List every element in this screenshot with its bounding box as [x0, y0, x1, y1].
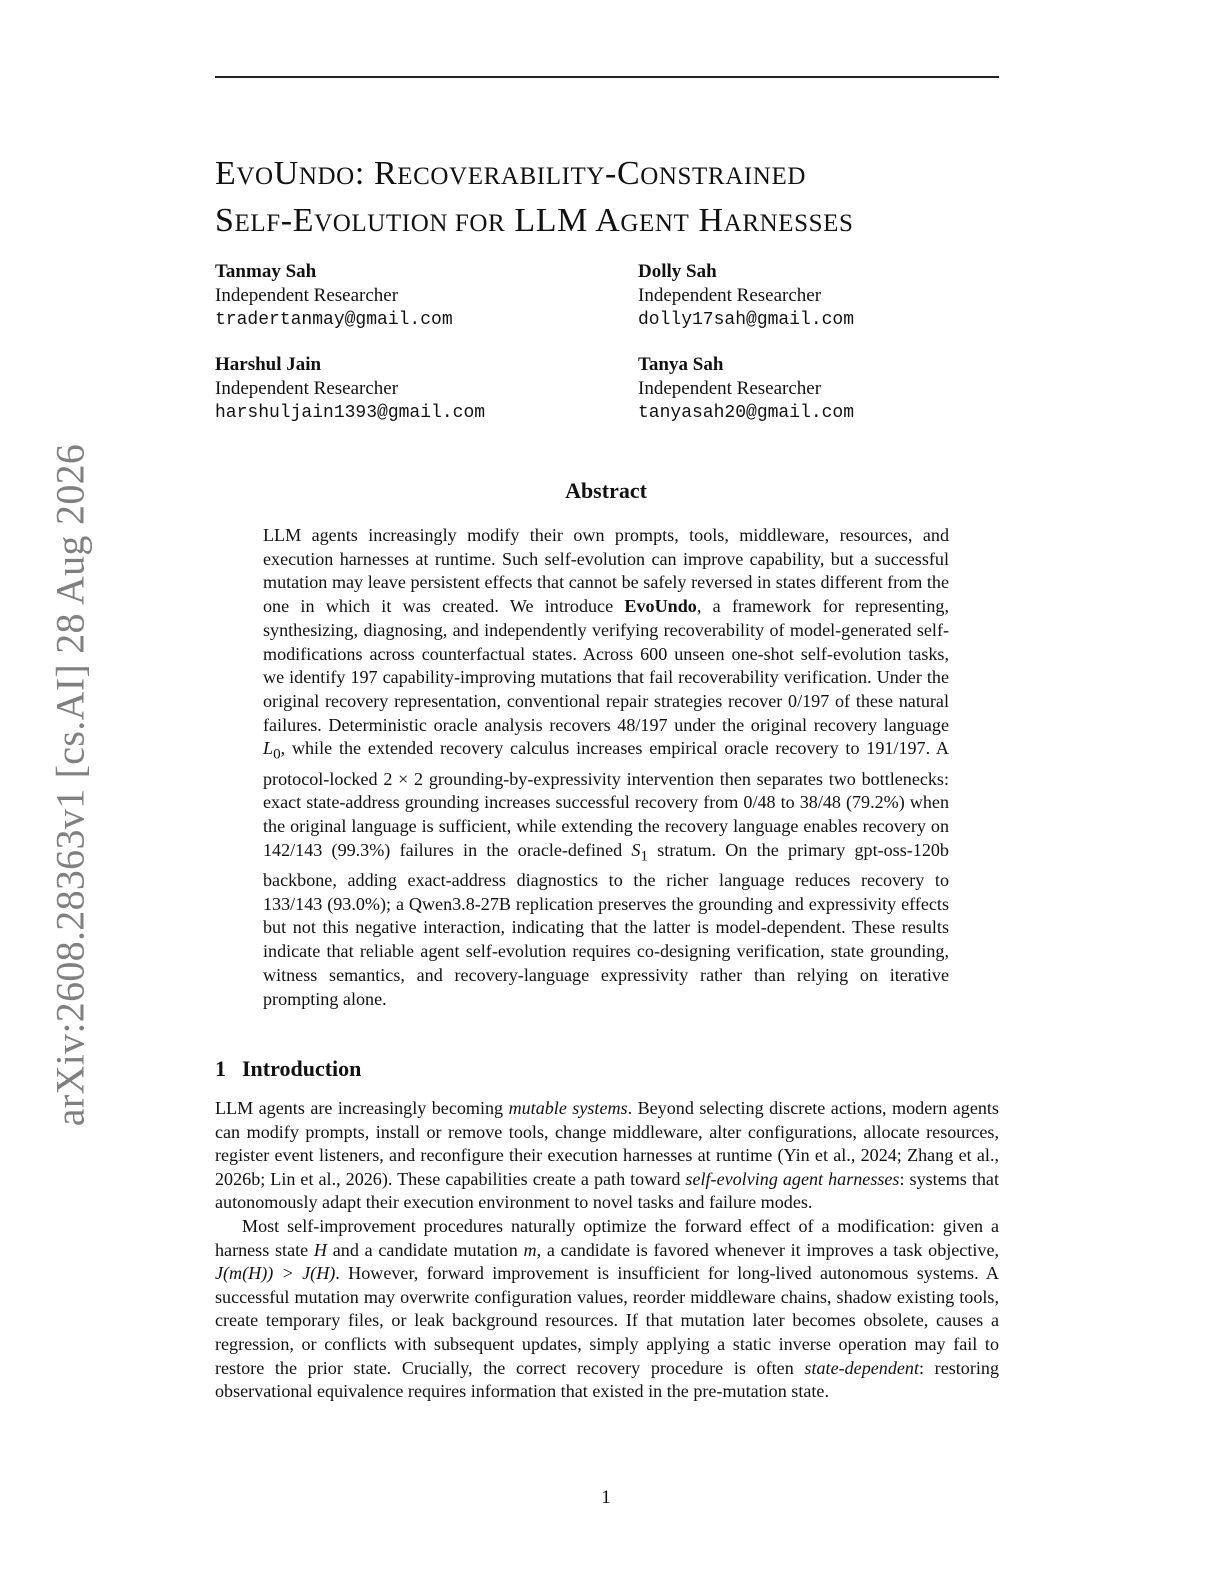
- author-email: dolly17sah@gmail.com: [638, 310, 855, 330]
- author-2: [638, 260, 854, 332]
- page-number: 1: [601, 1487, 611, 1508]
- arxiv-stamp: arXiv:2608.28363v1 [cs.AI] 28 Aug 2026: [47, 443, 93, 1127]
- introduction-body: [215, 1097, 999, 1404]
- abstract-text: LLM agents increasingly modify their own prompts, tools, middleware, resources, and execution harnesses at runtime. Such self-evolution can improve capability, but a successful mutation may leave persistent effects that cannot be safely reversed in states different from the one in which it was created. We introduce EvoUndo, a framework for representing, synthesizing, diagnosing, and independently verifying recoverability of model-generated self-modifications across counterfactual states. Across 600 unseen one-shot self-evolution tasks, we identify 197 capability-improving mutations that fail recoverability verification. Under the original recovery representation, conventional repair strategies recover 0/197 of these natural failures. Deterministic oracle analysis recovers 48/197 under the original recovery language $L_0$, while the extended recovery calculus increases empirical oracle recovery to 191/197. A protocol-locked 2 × 2 grounding-by-expressivity intervention then separates two bottlenecks: exact state-address grounding increases successful recovery from 0/48 to 38/48 (79.2%) when the original language is sufficient, while extending the recovery language enables recovery on 142/143 (99.3%) failures in the oracle-defined $S_1$ stratum. On the primary gpt-oss-120b backbone, adding exact-address diagnostics to the richer language reduces recovery to 133/143 (93.0%); a Qwen3.8-27B replication preserves the grounding and expressivity effects but not this negative interaction, indicating that the latter is model-dependent. These results indicate that reliable agent self-evolution requires co-designing verification, state grounding, witness semantics, and recovery-language expressivity rather than relying on iterative prompting alone.: [263, 525, 950, 1009]
- author-affiliation: Independent Researcher: [638, 378, 822, 399]
- author-1: [215, 260, 453, 332]
- author-email: tanyasah20@gmail.com: [638, 403, 855, 423]
- paragraph: Most self-improvement procedures naturally optimize the forward effect of a modification: given a harness state H and a candidate mutation m, a candidate is favored whenever it improves a task objective, J(m(H)) > J(H). However, forward improvement is insufficient for long-lived autonomous systems. A successful mutation may overwrite configuration values, reorder middleware chains, shadow existing tools, create temporary files, or leak background resources. If that mutation later becomes obsolete, causes a regression, or conflicts with subsequent updates, simply applying a static inverse operation may fail to restore the prior state. Crucially, the correct recovery procedure is often state-dependent: restoring observational equivalence requires information that existed in the pre-mutation state.: [215, 1215, 999, 1402]
- author-name: Tanmay Sah: [215, 261, 317, 282]
- paragraph: LLM agents are increasingly becoming mutable systems. Beyond selecting discrete actions, modern agents can modify prompts, install or remove tools, change middleware, alter configurations, allocate resources, register event listeners, and reconfigure their execution harnesses at runtime (Yin et al., 2024; Zhang et al., 2026b; Lin et al., 2026). These capabilities create a path toward self-evolving agent harnesses: systems that autonomously adapt their execution environment to novel tasks and failure modes.: [215, 1098, 999, 1213]
- author-4: [638, 353, 854, 425]
- author-email: tradertanmay@gmail.com: [215, 310, 453, 330]
- author-affiliation: Independent Researcher: [215, 285, 399, 306]
- section-heading-introduction: 1 Introduction: [215, 1056, 362, 1081]
- author-email: harshuljain1393@gmail.com: [215, 403, 486, 423]
- author-3: [215, 353, 485, 425]
- author-name: Harshul Jain: [215, 354, 322, 375]
- paper-title: EVOUNDO: RECOVERABILITY-CONSTRAINED SELF-EVOLUTION FOR LLM AGENT HARNESSES: [215, 155, 854, 239]
- framework-name: EvoUndo: [624, 596, 697, 617]
- top-rule: [215, 76, 999, 78]
- author-affiliation: Independent Researcher: [638, 285, 822, 306]
- author-name: Tanya Sah: [638, 354, 724, 375]
- author-affiliation: Independent Researcher: [215, 378, 399, 399]
- abstract-heading: Abstract: [565, 478, 647, 503]
- author-name: Dolly Sah: [638, 261, 717, 282]
